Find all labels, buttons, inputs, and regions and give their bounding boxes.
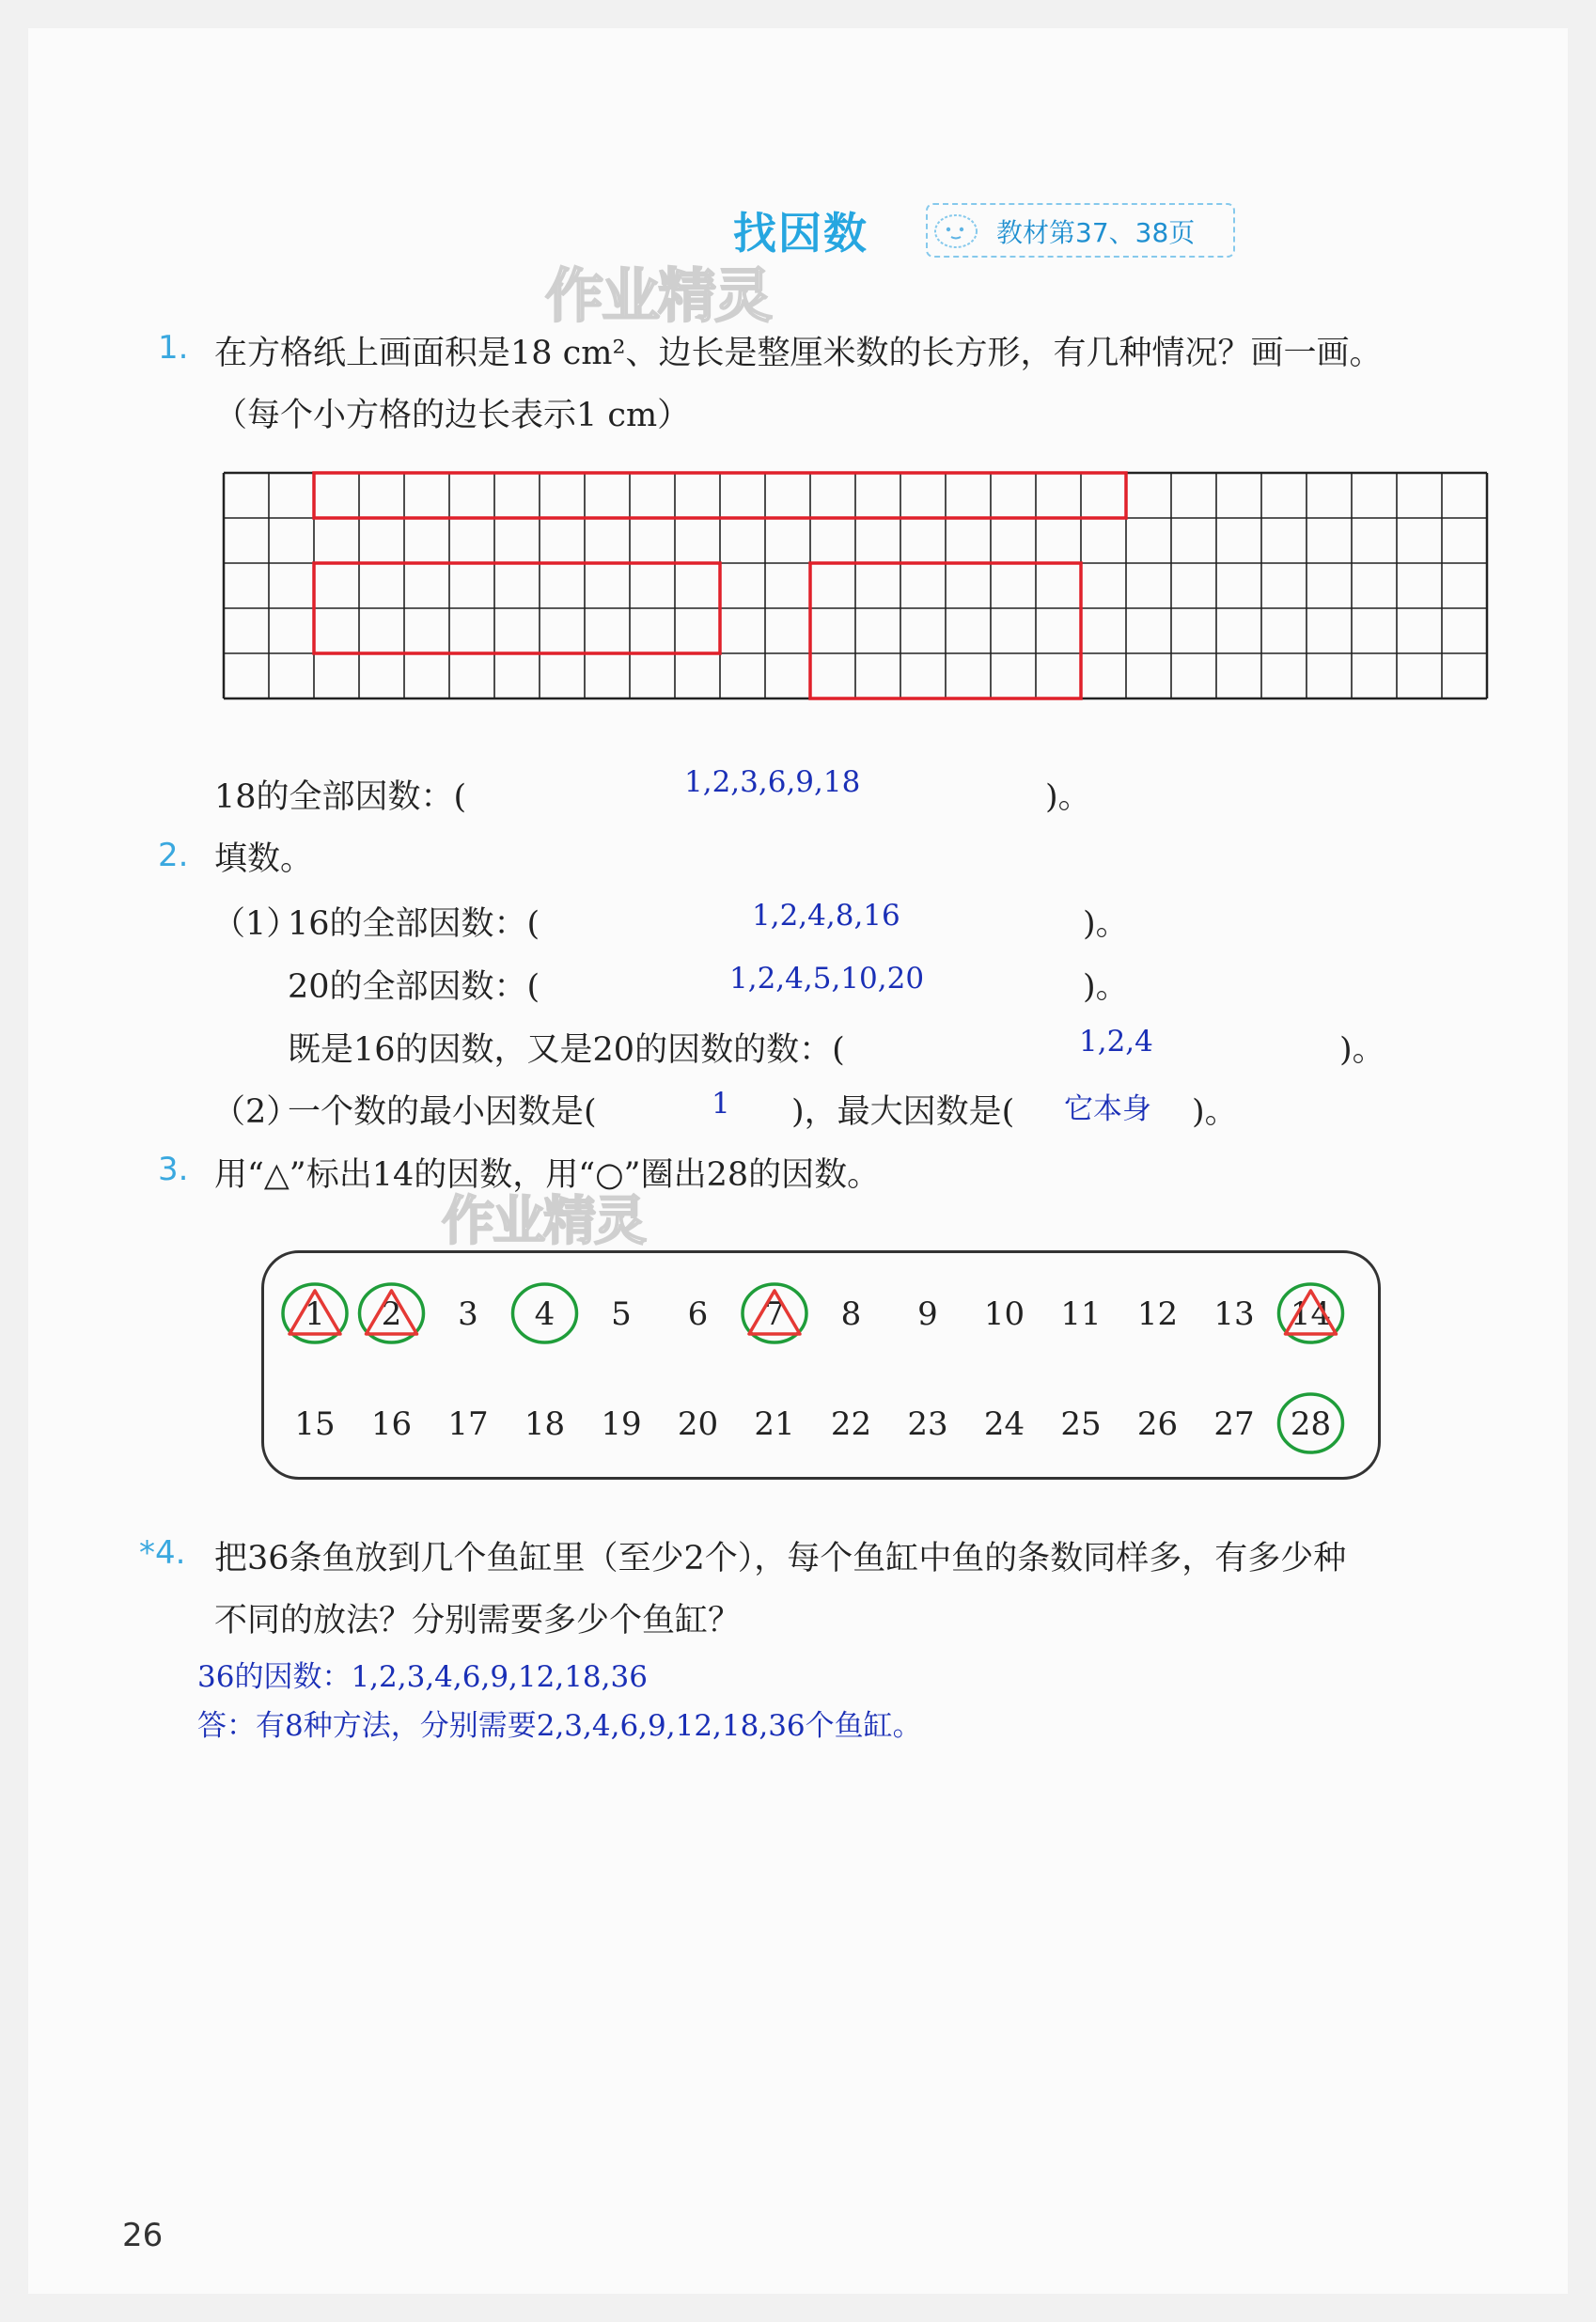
answer-value: 1,2,4 xyxy=(1079,1025,1153,1059)
number-label: 14 xyxy=(1290,1295,1332,1333)
number-label: 6 xyxy=(687,1295,709,1333)
question-number: 2. xyxy=(158,837,189,874)
page-number: 26 xyxy=(122,2217,164,2254)
number-label: 22 xyxy=(830,1405,872,1443)
question-text: 不同的放法？分别需要多少个鱼缸？ xyxy=(214,1602,742,1640)
answer-value: 它本身 xyxy=(1064,1092,1151,1126)
number-label: 9 xyxy=(917,1295,938,1333)
answer-end: )。 xyxy=(1083,968,1129,1006)
answer-end: )。 xyxy=(1083,905,1129,943)
question-title: 填数。 xyxy=(214,840,314,878)
answer-value: 1,2,4,5,10,20 xyxy=(729,962,925,996)
answer-label: 一个数的最小因数是( xyxy=(288,1093,597,1131)
question-text: 把36条鱼放到几个鱼缸里（至少2个），每个鱼缸中鱼的条数同样多，有多少种 xyxy=(214,1540,1347,1577)
answer-label: )，最大因数是( xyxy=(791,1093,1015,1131)
textbook-reference: 教材第37、38页 xyxy=(996,217,1196,248)
part-prefix: （2） xyxy=(212,1093,300,1131)
answer-label: 20的全部因数：( xyxy=(288,968,540,1006)
number-marks xyxy=(261,1250,1380,1481)
number-label: 27 xyxy=(1213,1405,1255,1443)
answer-end: )。 xyxy=(1192,1093,1238,1131)
number-label: 1 xyxy=(305,1295,325,1333)
square-grid xyxy=(216,465,1494,710)
answer-end: )。 xyxy=(1045,778,1091,816)
number-label: 11 xyxy=(1060,1295,1102,1333)
number-label: 17 xyxy=(447,1405,489,1443)
part-prefix: （1） xyxy=(212,905,300,943)
number-label: 28 xyxy=(1290,1405,1332,1443)
answer-line: 36的因数：1,2,3,4,6,9,12,18,36 xyxy=(197,1660,648,1694)
number-label: 10 xyxy=(983,1295,1025,1333)
number-label: 7 xyxy=(764,1295,785,1333)
question-number: *4. xyxy=(139,1534,186,1572)
number-label: 18 xyxy=(524,1405,566,1443)
hedgehog-icon xyxy=(931,207,981,252)
watermark: 作业精灵 xyxy=(442,1191,645,1252)
number-label: 26 xyxy=(1136,1405,1179,1443)
number-label: 24 xyxy=(983,1405,1025,1443)
number-label: 20 xyxy=(677,1405,719,1443)
answer-line: 答：有8种方法，分别需要2,3,4,6,9,12,18,36个鱼缸。 xyxy=(197,1709,922,1743)
number-label: 8 xyxy=(840,1295,862,1333)
number-label: 15 xyxy=(294,1405,336,1443)
question-note: （每个小方格的边长表示1 cm） xyxy=(214,397,691,434)
question-number: 1. xyxy=(158,329,189,367)
number-label: 3 xyxy=(458,1295,478,1333)
number-label: 19 xyxy=(601,1405,642,1443)
number-label: 25 xyxy=(1060,1405,1102,1443)
number-label: 4 xyxy=(534,1295,555,1333)
question-number: 3. xyxy=(158,1151,189,1188)
watermark: 作业精灵 xyxy=(545,261,772,330)
answer-value: 1 xyxy=(712,1087,730,1121)
number-label: 2 xyxy=(381,1295,402,1333)
page-title: 找因数 xyxy=(733,208,868,259)
question-text: 用“△”标出14的因数，用“○”圈出28的因数。 xyxy=(214,1156,881,1194)
answer-value: 1,2,4,8,16 xyxy=(752,899,900,933)
answer-end: )。 xyxy=(1339,1031,1385,1069)
number-label: 16 xyxy=(370,1405,413,1443)
question-text: 在方格纸上画面积是18 cm²、边长是整厘米数的长方形，有几种情况？画一画。 xyxy=(214,335,1383,372)
answer-value: 1,2,3,6,9,18 xyxy=(684,765,861,799)
number-label: 5 xyxy=(611,1295,632,1333)
number-label: 21 xyxy=(754,1405,795,1443)
answer-label: 既是16的因数，又是20的因数的数：( xyxy=(288,1031,845,1069)
answer-label: 18的全部因数：( xyxy=(214,778,467,816)
answer-label: 16的全部因数：( xyxy=(288,905,540,943)
number-label: 12 xyxy=(1136,1295,1179,1333)
number-label: 13 xyxy=(1213,1295,1255,1333)
number-label: 23 xyxy=(907,1405,948,1443)
